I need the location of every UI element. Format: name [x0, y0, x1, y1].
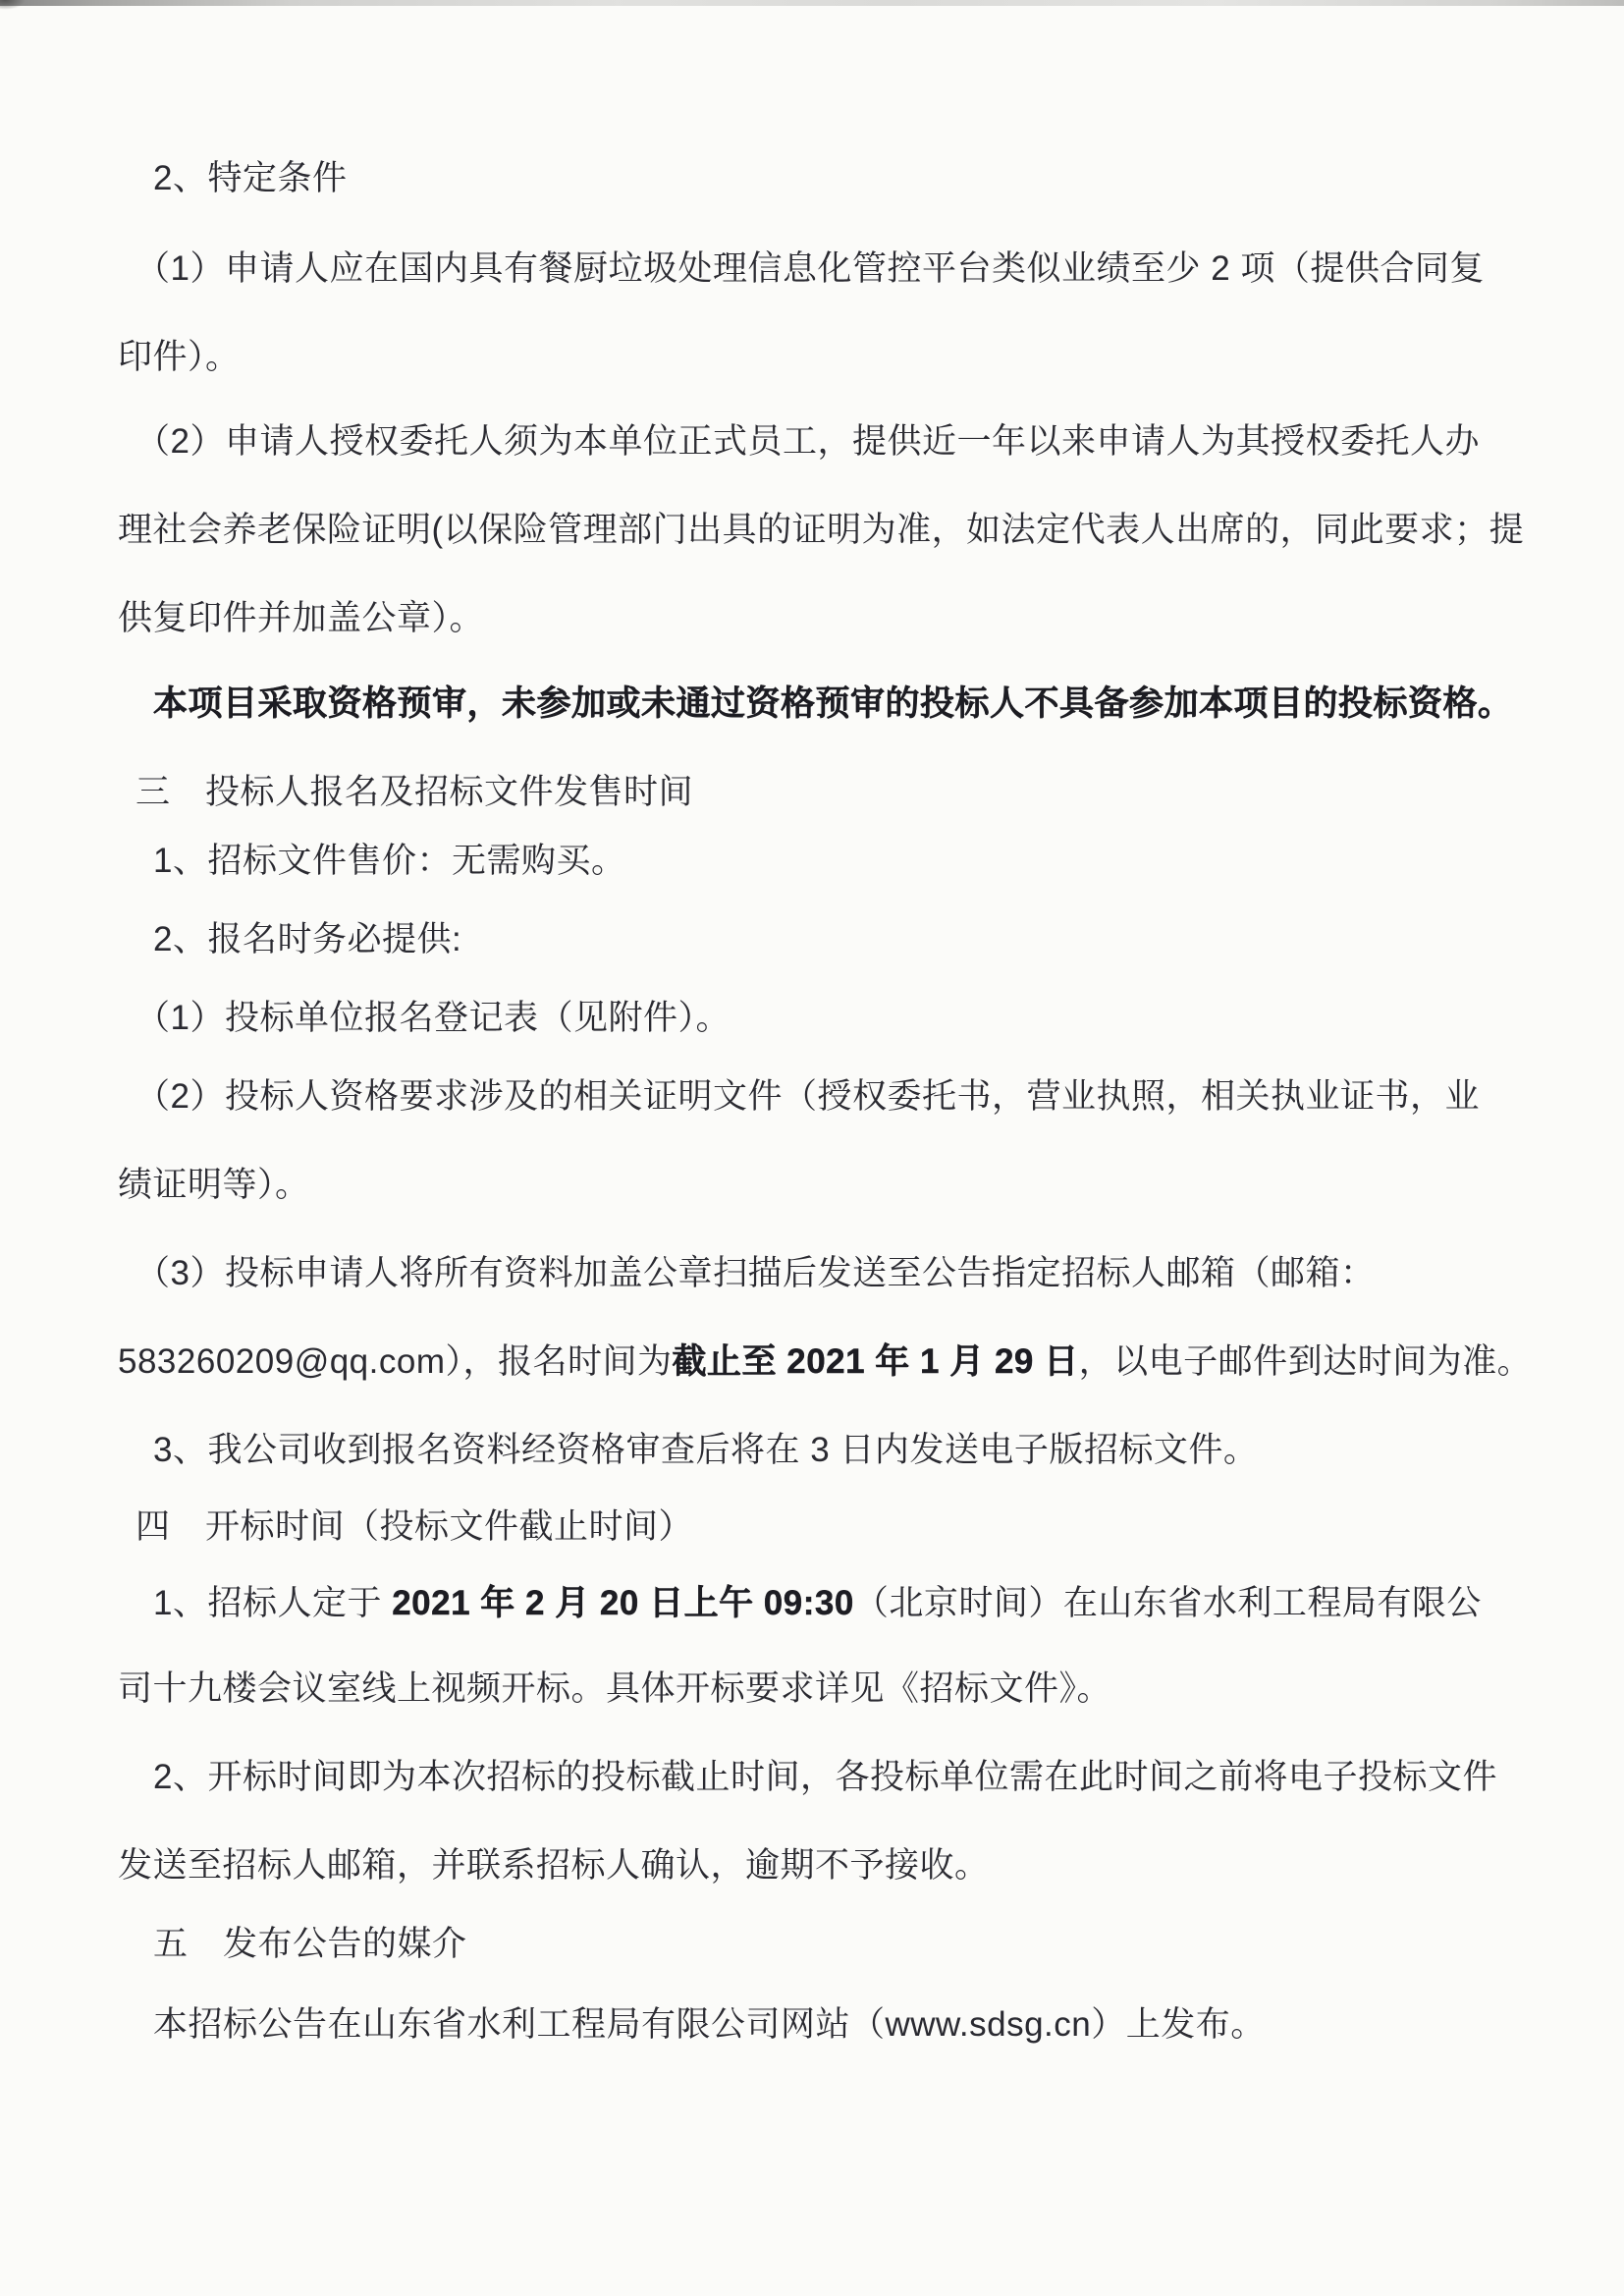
- text-segment: 理社会养老保险证明(以保险管理部门出具的证明为准，如法定代表人出席的，同此要求；提: [118, 511, 1525, 549]
- doc-line-10: [153, 916, 461, 962]
- text-segment: 2、特定条件: [153, 159, 348, 197]
- doc-line-15: [118, 1339, 1532, 1385]
- doc-line-17: [135, 1503, 693, 1550]
- text-segment: ，以电子邮件到达时间为准。: [1078, 1342, 1533, 1381]
- text-segment: 绩证明等）。: [118, 1166, 310, 1204]
- text-segment: 印件）。: [118, 338, 241, 376]
- text-segment: 1、招标文件售价：无需购买。: [153, 842, 626, 880]
- text-segment: （1）投标单位报名登记表（见附件）。: [135, 999, 731, 1037]
- doc-line-5: [118, 507, 1524, 553]
- doc-line-14: [135, 1250, 1375, 1296]
- text-segment: 供复印件并加盖公章）。: [118, 599, 485, 637]
- text-segment: 1、招标人定于: [153, 1584, 393, 1622]
- doc-line-20: [153, 1754, 1497, 1800]
- text-segment: （北京时间）在山东省水利工程局有限公: [853, 1584, 1482, 1622]
- text-segment: 本招标公告在山东省水利工程局有限公司网站（www.sdsg.cn）上发布。: [153, 2005, 1266, 2044]
- doc-line-6: [118, 595, 484, 641]
- text-segment: 发送至招标人邮箱，并联系招标人确认，逾期不予接收。: [118, 1846, 990, 1885]
- doc-line-8: [135, 769, 693, 815]
- text-segment: 2、开标时间即为本次招标的投标截止时间，各投标单位需在此时间之前将电子投标文件: [153, 1758, 1497, 1796]
- text-segment: 2、报名时务必提供:: [153, 920, 462, 958]
- text-segment: （1）申请人应在国内具有餐厨垃圾处理信息化管控平台类似业绩至少 2 项（提供合同复: [135, 249, 1485, 288]
- text-segment-bold: 截止至 2021 年 1 月 29 日: [672, 1342, 1079, 1381]
- doc-line-2: [135, 246, 1485, 292]
- text-segment: 司十九楼会议室线上视频开标。具体开标要求详见《招标文件》。: [118, 1669, 1112, 1708]
- doc-line-11: [135, 995, 731, 1041]
- doc-line-21: [118, 1842, 990, 1888]
- doc-line-19: [118, 1666, 1111, 1712]
- text-segment: （2）投标人资格要求涉及的相关证明文件（授权委托书，营业执照，相关执业证书，业: [135, 1077, 1480, 1116]
- text-segment: （2）申请人授权委托人须为本单位正式员工，提供近一年以来申请人为其授权委托人办: [135, 422, 1480, 461]
- text-segment: 583260209@qq.com），报名时间为: [118, 1342, 673, 1381]
- text-segment: 3、我公司收到报名资料经资格审查后将在 3 日内发送电子版招标文件。: [153, 1431, 1259, 1469]
- text-segment-bold: 2021 年 2 月 20 日上午 09:30: [392, 1584, 854, 1622]
- text-segment: 四 开标时间（投标文件截止时间）: [135, 1507, 694, 1546]
- doc-line-9: [153, 838, 625, 884]
- text-segment: 五 发布公告的媒介: [153, 1925, 467, 1963]
- doc-line-13: [118, 1162, 310, 1208]
- doc-line-4: [135, 418, 1480, 465]
- scan-artifact-top-edge: [0, 0, 1624, 6]
- text-segment: 三 投标人报名及招标文件发售时间: [135, 773, 694, 811]
- text-segment-bold: 本项目采取资格预审，未参加或未通过资格预审的投标人不具备参加本项目的投标资格。: [153, 684, 1513, 723]
- doc-line-22: [153, 1921, 467, 1967]
- doc-line-1: [153, 155, 347, 201]
- doc-line-12: [135, 1073, 1480, 1120]
- doc-line-7: [153, 681, 1513, 727]
- doc-line-16: [153, 1427, 1258, 1473]
- doc-line-3: [118, 334, 241, 380]
- text-segment: （3）投标申请人将所有资料加盖公章扫描后发送至公告指定招标人邮箱（邮箱：: [135, 1254, 1376, 1292]
- doc-line-23: [153, 2001, 1266, 2048]
- scan-artifact-corner: [0, 0, 26, 10]
- doc-line-18: [153, 1580, 1482, 1626]
